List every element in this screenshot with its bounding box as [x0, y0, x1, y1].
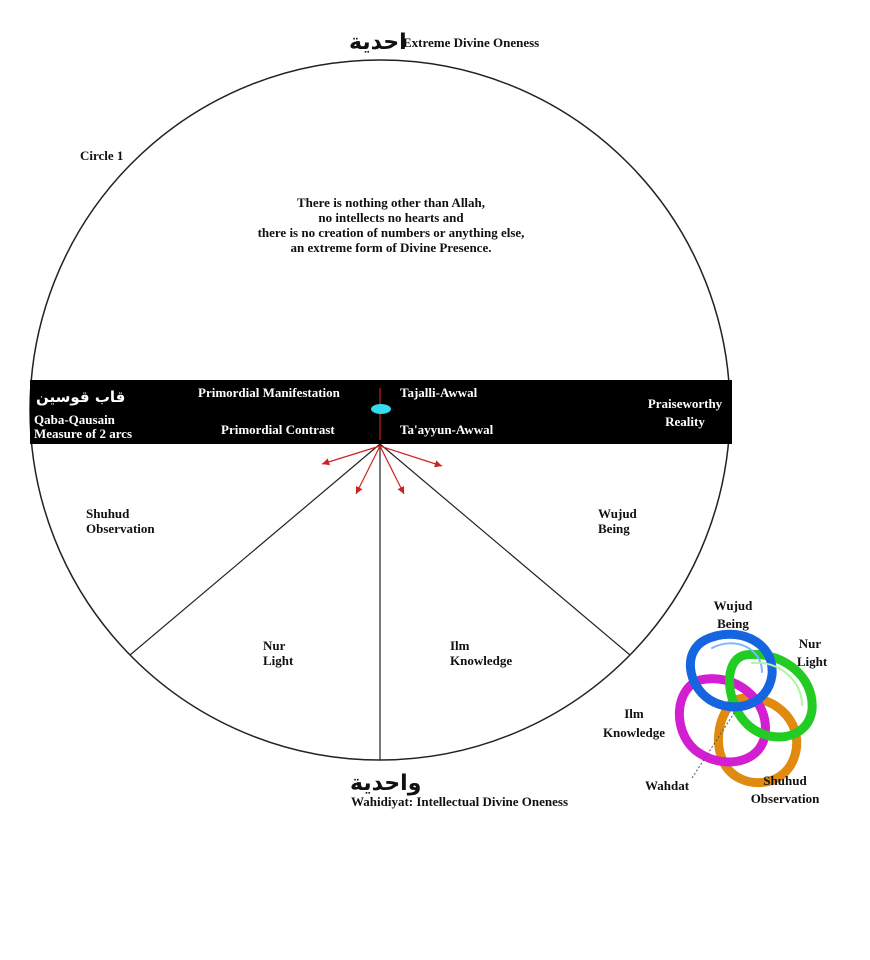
sector-ilm-sub: Knowledge [450, 653, 513, 668]
emanation-arrows [322, 446, 442, 494]
borromean-knot [679, 634, 812, 782]
knot-wahdat: Wahdat [645, 778, 690, 793]
circle-label: Circle 1 [80, 148, 124, 163]
sector-nur-sub: Light [263, 653, 294, 668]
tajalli-awwal: Tajalli-Awwal [400, 385, 478, 400]
band-left-line2: Measure of 2 arcs [34, 426, 133, 441]
center-text-line: There is nothing other than Allah, [296, 195, 486, 210]
band-left-line1: Qaba-Qausain [34, 412, 115, 427]
knot-nur-sub: Light [796, 654, 828, 669]
primordial-manifestation: Primordial Manifestation [198, 385, 340, 400]
sector-line-left [130, 444, 380, 655]
top-label-english: Extreme Divine Oneness [403, 35, 540, 50]
sector-line-right [380, 444, 630, 655]
band-right-line1: Praiseworthy [647, 396, 723, 411]
arrow [380, 446, 442, 466]
top-label-arabic: احدية [349, 30, 407, 55]
sector-shuhud: Shuhud [86, 506, 130, 521]
center-text [258, 195, 525, 255]
center-text-line: an extreme form of Divine Presence. [290, 240, 492, 255]
knot-wujud: Wujud [713, 598, 753, 613]
center-text-line: no intellects no hearts and [318, 210, 464, 225]
sector-wujud-sub: Being [598, 521, 630, 536]
eye-icon [371, 404, 391, 414]
tayyun-awwal: Ta'ayyun-Awwal [400, 422, 494, 437]
bottom-label-arabic: واحدية [350, 771, 422, 796]
knot-nur: Nur [798, 636, 822, 651]
sector-ilm: Ilm [450, 638, 470, 653]
arrow [356, 446, 380, 494]
arrow [322, 446, 380, 464]
knot-ilm-sub: Knowledge [602, 725, 666, 740]
knot-wujud-sub: Being [717, 616, 749, 631]
knot-ilm: Ilm [624, 706, 644, 721]
band-right-line2: Reality [665, 414, 705, 429]
knot-shuhud-sub: Observation [750, 791, 820, 806]
sector-wujud: Wujud [598, 506, 637, 521]
primordial-contrast: Primordial Contrast [221, 422, 335, 437]
sector-nur: Nur [263, 638, 286, 653]
knot-shuhud: Shuhud [763, 773, 807, 788]
band-left-arabic: قاب قوسين [36, 388, 126, 406]
sector-shuhud-sub: Observation [86, 521, 155, 536]
bottom-label-english: Wahidiyat: Intellectual Divine Oneness [351, 794, 569, 809]
center-text-line: there is no creation of numbers or anything else, [257, 225, 525, 240]
